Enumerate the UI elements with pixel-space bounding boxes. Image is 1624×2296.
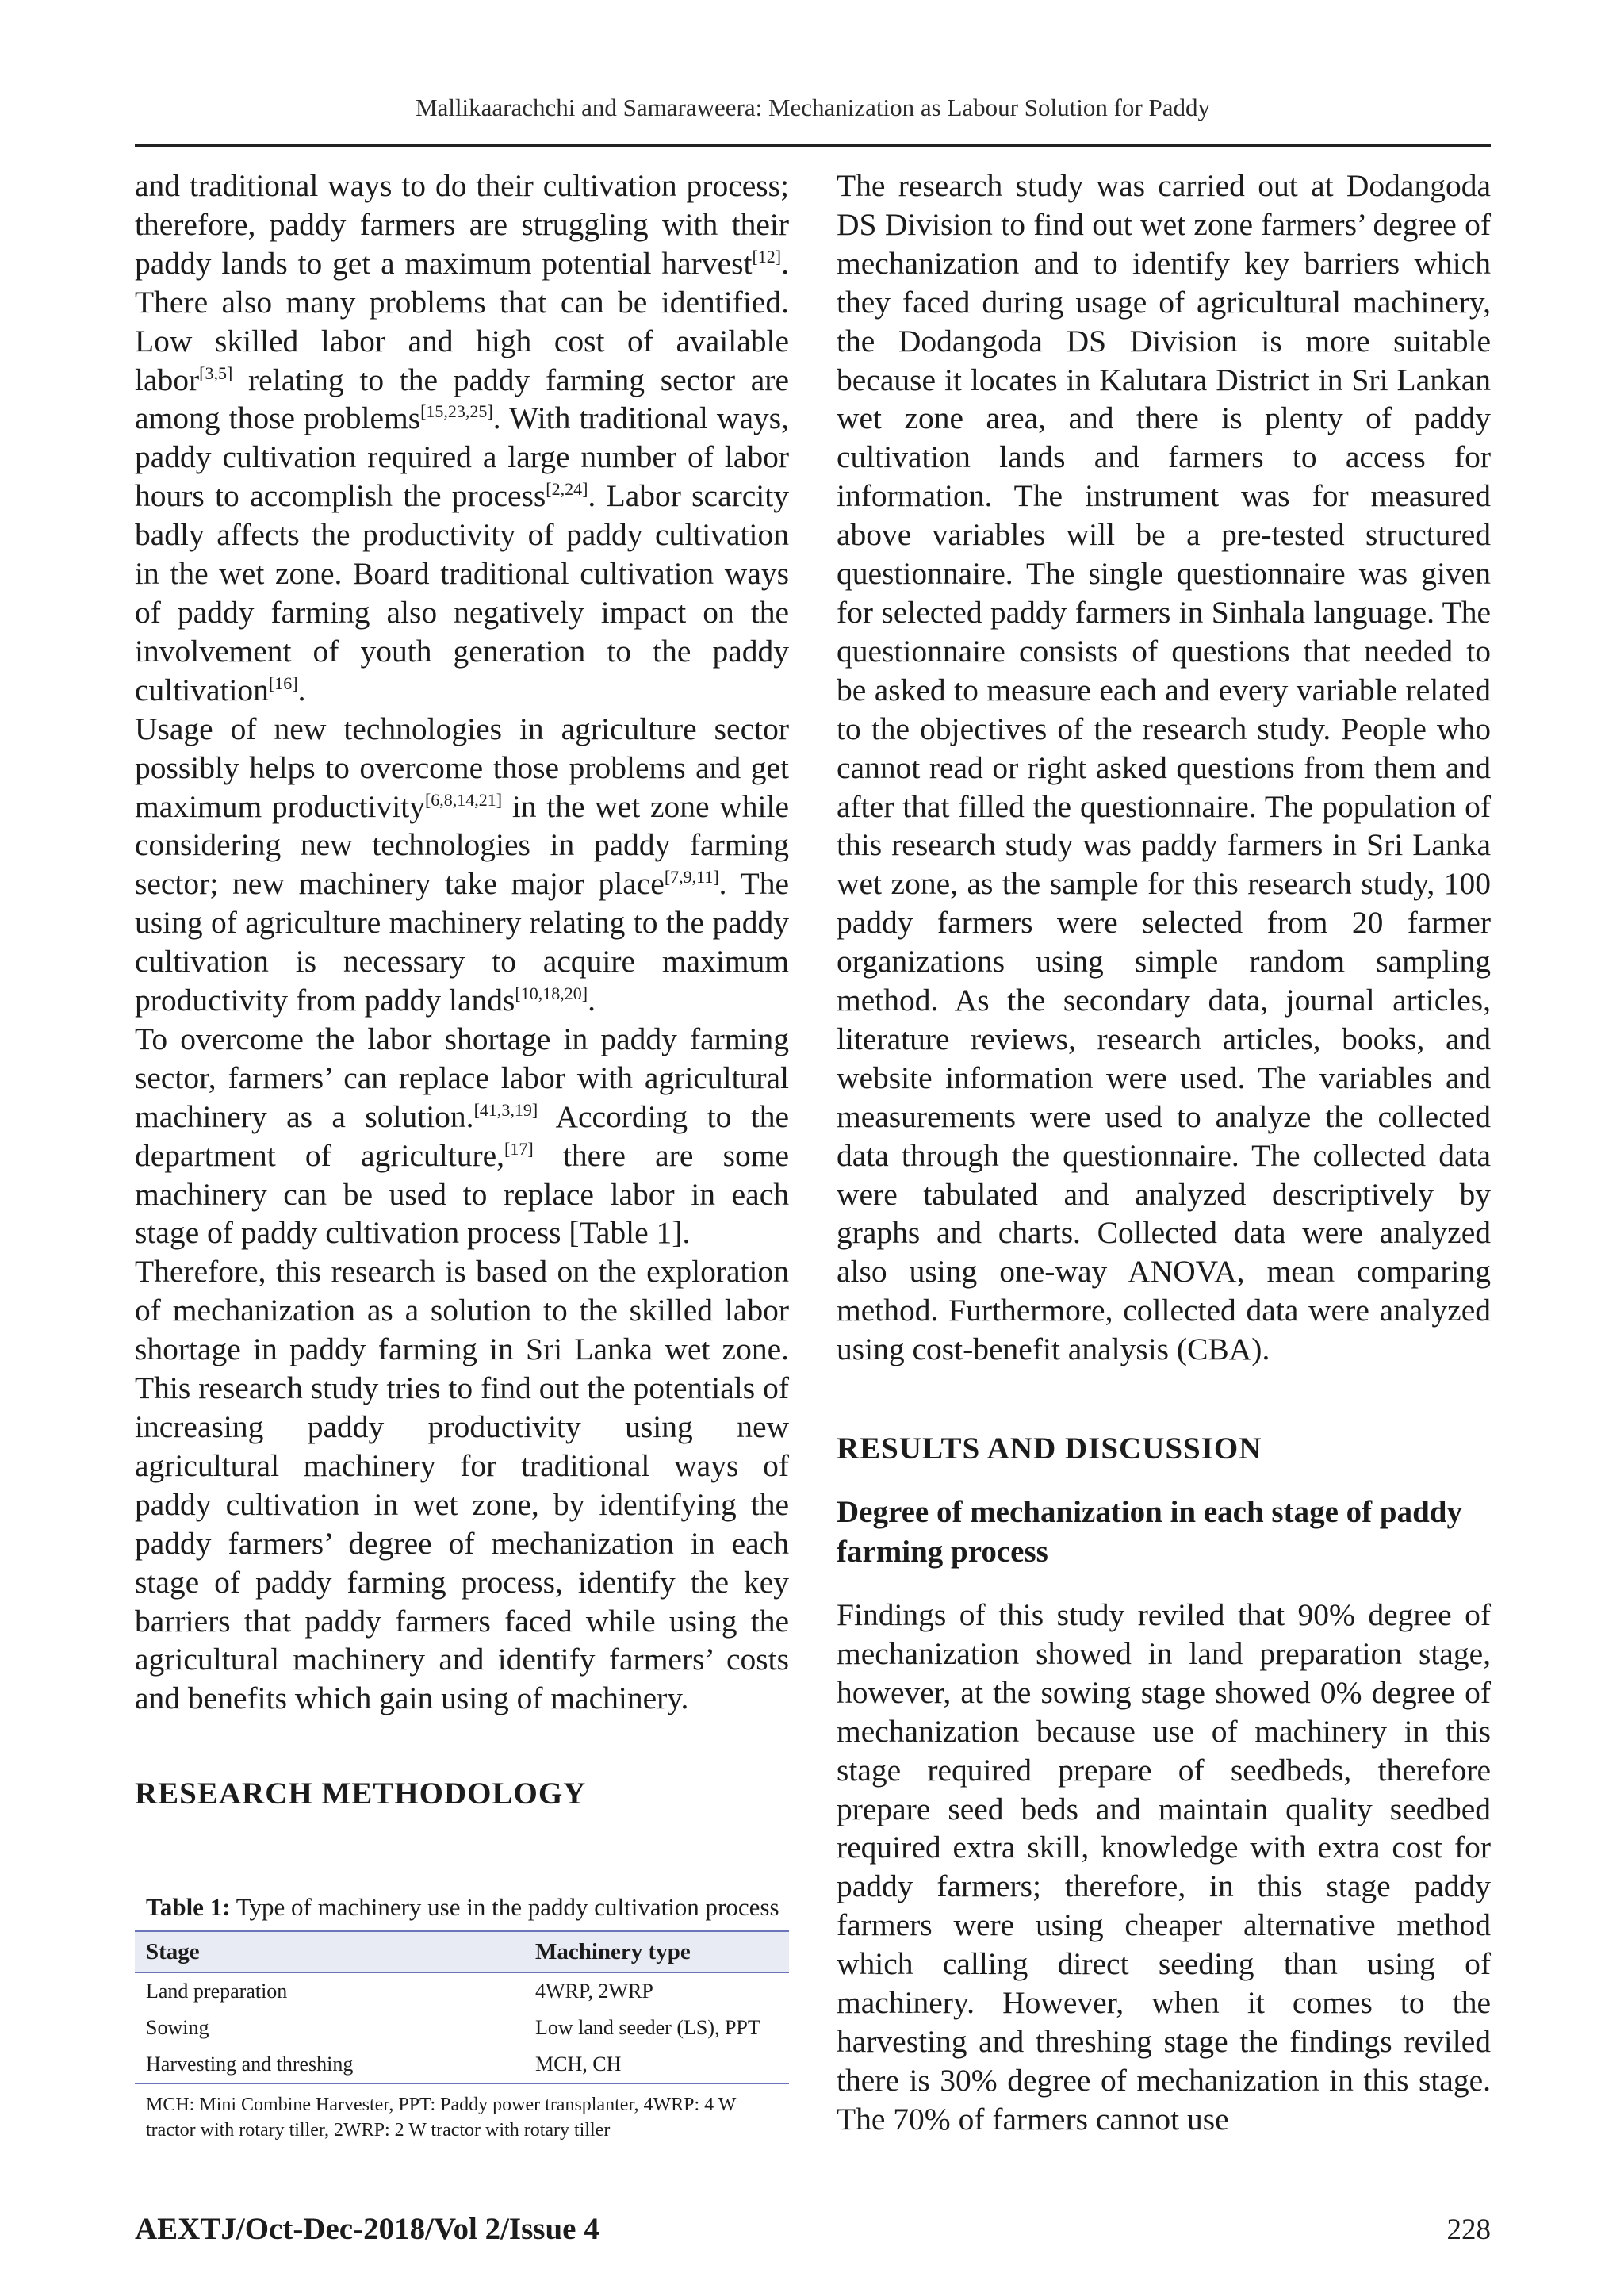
citation: [17] [504,1138,534,1159]
machinery-table [135,1930,789,2084]
citation: [41,3,19] [473,1099,538,1120]
text-run: . The using of agriculture machinery relating to the paddy cultivation is necessary to acquire maximum productivity from paddy lands [135,866,789,1018]
table-cell: 4WRP, 2WRP [535,1980,653,2003]
text-run: Usage of new technologies in agriculture sector possibly helps to overcome those problems and get maximum productivity [135,711,789,824]
text-run: relating to the paddy farming sector are among those problems [135,362,789,436]
header-rule [135,144,1491,147]
table-header-row [135,1931,789,1972]
text-run: and traditional ways to do their cultivation process; therefore, paddy farmers are struggling with their paddy lands to get a maximum potential harvest [135,168,789,281]
journal-footer: AEXTJ/Oct-Dec-2018/Vol 2/Issue 4 [135,2212,599,2246]
text-run: in the wet zone while considering new technologies in paddy farming sector; new machinery take major place [135,788,789,902]
text-run: . Labor scarcity badly affects the productivity of paddy cultivation in the wet zone. Board traditional cultivation ways of paddy farming also negatively impact on the involvement of youth generation to the paddy cultivation [135,478,790,707]
citation: [7,9,11] [664,867,719,887]
table-row [135,1972,789,2010]
table-cell: Land preparation [146,1980,288,2003]
citation: [12] [752,246,782,266]
table-row [135,2010,789,2046]
running-head: Mallikaarachchi and Samaraweera: Mechanization as Labour Solution for Paddy [416,94,1210,121]
text-run: . [297,672,306,707]
section-heading-methodology: RESEARCH METHODOLOGY [135,1777,587,1811]
text-run: . There also many problems that can be identified. Low skilled labor and high cost of available labor [135,245,789,397]
paragraph-labor-shortage [135,1020,789,1252]
column-header-stage: Stage [135,1931,524,1972]
table-caption-text: Type of machinery use in the paddy cultivation process [230,1893,779,1921]
column-header-machinery-type: Machinery type [524,1931,789,1972]
table-cell: MCH, CH [524,2046,789,2083]
table-cell: Low land seeder (LS), PPT [535,2016,760,2039]
paragraph-methodology: The research study was carried out at Dodangoda DS Division to find out wet zone farmers’ degree of mechanization and to identify key barriers which they faced during usage of agricultural machinery, the Dodangoda DS Division is more suitable because it locates in Kalutara District in Sri Lankan wet zone area, and there is plenty of paddy cultivation lands and farmers to access for information. The instrument was for measured above variables will be a pre-tested structured questionnaire. The single questionnaire was given for selected paddy farmers in Sinhala language. The questionnaire consists of questions that needed to be asked to measure each and every variable related to the objectives of the research study. People who cannot read or right asked questions from them and after that filled the questionnaire. The population of this research study was paddy farmers in Sri Lanka wet zone, as the sample for this research study, 100 paddy farmers were selected from 20 farmer organizations using simple random sampling method. As the secondary data, journal articles, literature reviews, research articles, books, and website information were used. The variables and measurements were used to analyze the collected data through the questionnaire. The collected data were tabulated and analyzed descriptively by graphs and charts. Collected data were analyzed also using one-way ANOVA, mean comparing method. Furthermore, collected data were analyzed using cost-benefit analysis (CBA). [837,168,1491,1367]
citation: [3,5] [199,362,233,383]
citation: [16] [268,673,298,693]
paragraph-research-aim: Therefore, this research is based on the exploration of mechanization as a solution to the skilled labor shortage in paddy farming in Sri Lanka wet zone. This research study tries to find out the potentials of increasing paddy productivity using new agricultural machinery for traditional ways of paddy cultivation in wet zone, by identifying the paddy farmers’ degree of mechanization in each stage of paddy farming process, identify the key barriers that paddy farmers faced while using the agricultural machinery and identify farmers’ costs and benefits which gain using of machinery. [135,1254,789,1716]
paragraph-findings: Findings of this study reviled that 90% degree of mechanization showed in land preparation stage, however, at the sowing stage showed 0% degree of mechanization because use of machinery in this stage required prepare of seedbeds, therefore prepare seed beds and maintain quality seedbed required extra skill, knowledge with extra cost for paddy farmers; therefore, in this stage paddy farmers were using cheaper alternative method which calling direct seeding than using of machinery. However, when it comes to the harvesting and threshing stage the findings reviled there is 30% degree of mechanization in this stage. The 70% of farmers cannot use [837,1597,1491,2137]
citation: [10,18,20] [515,983,588,1003]
page-number: 228 [1446,2214,1491,2246]
table-cell: Sowing [146,2016,209,2039]
text-run: there are some machinery can be used to replace labor in each stage of paddy cultivation process [Table 1]. [135,1137,790,1251]
table-1 [135,1892,789,2143]
text-run: According to the department of agriculture, [135,1098,789,1173]
text-run: . With traditional ways, paddy cultivation required a large number of labor hours to accomplish the process [135,401,789,514]
paragraph-intro-problems [135,167,789,710]
section-heading-results: RESULTS AND DISCUSSION [837,1432,1262,1466]
table-caption [135,1892,789,1922]
subheading-degree-of-mechanization: Degree of mechanization in each stage of paddy farming process [837,1495,1462,1569]
table-footnote: MCH: Mini Combine Harvester, PPT: Paddy power transplanter, 4WRP: 4 W tractor with rotary tiller, 2WRP: 2 W tractor with rotary tiller [146,2095,736,2141]
text-run: To overcome the labor shortage in paddy farming sector, farmers’ can replace labor with agricultural machinery as a solution. [135,1021,789,1134]
left-column [135,167,789,1814]
citation: [6,8,14,21] [424,789,503,810]
table-row [135,2046,789,2083]
text-run: . [588,983,596,1018]
citation: [15,23,25] [420,401,493,422]
citation: [2,24] [546,479,588,500]
table-caption-label: Table 1: [146,1893,231,1921]
table-cell: Harvesting and threshing [135,2046,524,2083]
right-column [837,167,1491,2139]
paragraph-technologies [135,710,789,1020]
